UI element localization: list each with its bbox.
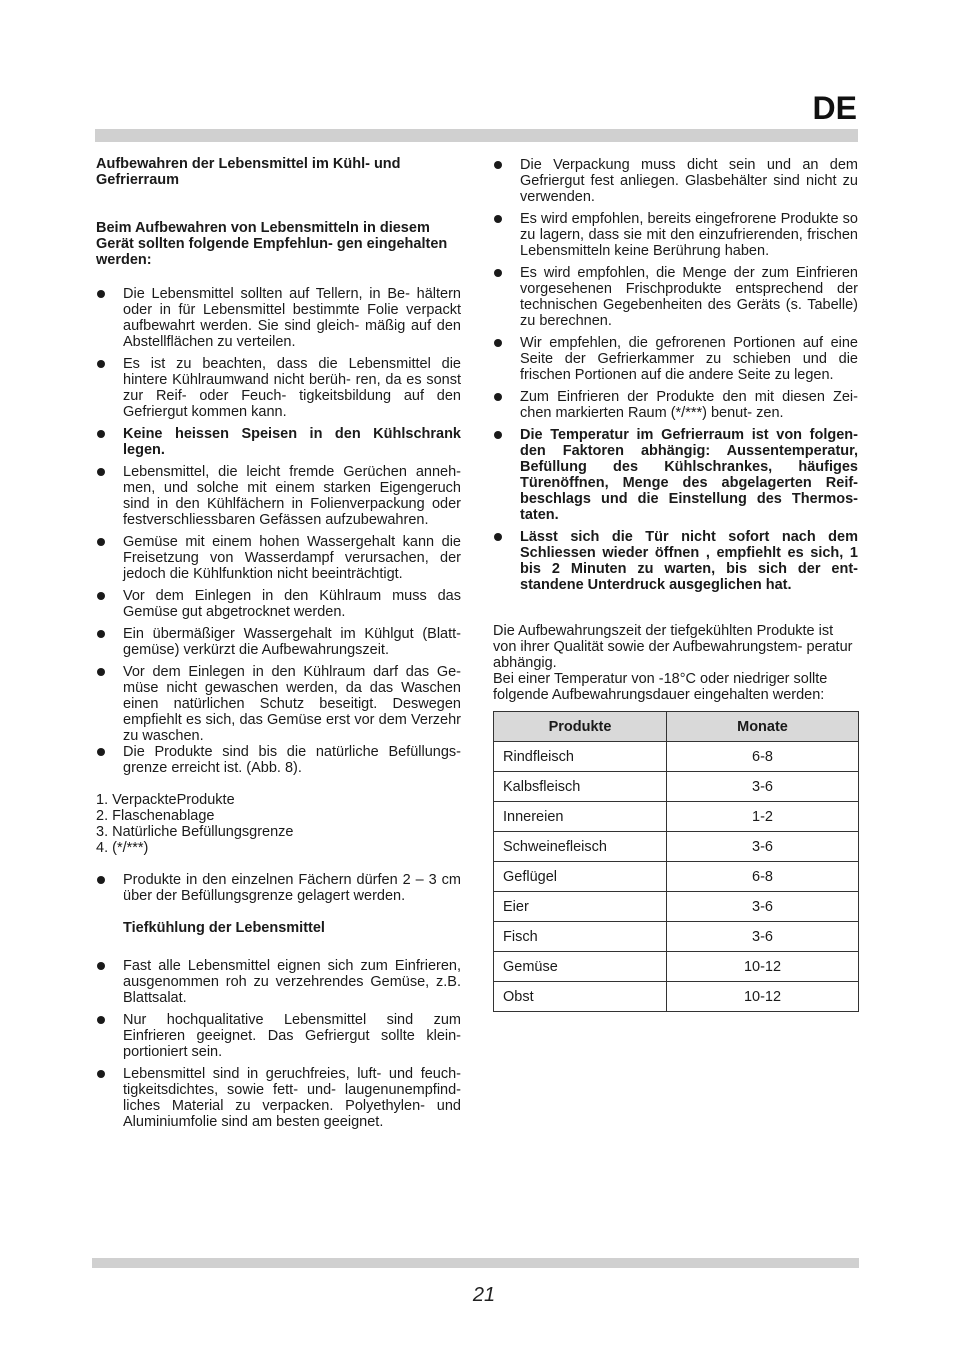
table-row xyxy=(494,832,859,862)
table-row xyxy=(494,952,859,982)
storage-tips-list xyxy=(96,286,461,776)
numbered-item: 3. Natürliche Befüllungsgrenze xyxy=(96,824,294,840)
product-cell: Schweinefleisch xyxy=(494,832,667,862)
months-cell: 3-6 xyxy=(667,832,859,862)
numbered-item: 4. (*/***) xyxy=(96,840,149,856)
product-cell: Gemüse xyxy=(494,952,667,982)
product-cell: Geflügel xyxy=(494,862,667,892)
product-cell: Fisch xyxy=(494,922,667,952)
table-row xyxy=(494,772,859,802)
freezing-tips-list xyxy=(96,958,461,1130)
list-item: Lässt sich die Tür nicht sofort nach dem Schliessen wieder öffnen , empfiehlt es sich, 1 bis 2 Minuten zu warten, bis sich der ent- standene Unterdruck ausgeglichen hat. xyxy=(493,529,858,593)
product-cell: Kalbsfleisch xyxy=(494,772,667,802)
list-item: Lebensmittel sind in geruchfreies, luft- und feuch- tigkeitsdichtes, sowie fett- und- laugenunempfind- liches Material zu verpacken. Polyethylen- und Aluminiumfolie sind am besten geeignet. xyxy=(96,1066,461,1130)
list-item: Gemüse mit einem hohen Wassergehalt kann die Freisetzung von Wasserdampf verursachen, der jedoch die Kühlfunktion nicht beeinträchtigt. xyxy=(96,534,461,582)
list-item: Fast alle Lebensmittel eignen sich zum Einfrieren, ausgenommen roh zu verzehrendes Gemüse, z.B. Blattsalat. xyxy=(96,958,461,1006)
list-item: Die Lebensmittel sollten auf Tellern, in Be- hältern oder in für Lebensmittel bestimmte Folie verpackt aufbewahrt werden. Sie sind gleich- mäßig auf den Abstellflächen zu verteilen. xyxy=(96,286,461,350)
table-row xyxy=(494,982,859,1012)
list-item: Vor dem Einlegen in den Kühlraum muss das Gemüse gut abgetrocknet werden. xyxy=(96,588,461,620)
product-cell: Obst xyxy=(494,982,667,1012)
list-item: Die Produkte sind bis die natürliche Befüllungs- grenze erreicht ist. (Abb. 8). xyxy=(96,744,461,776)
list-item: Die Verpackung muss dicht sein und an dem Gefriergut fest anliegen. Glasbehälter sind nicht zu verwenden. xyxy=(493,157,858,205)
table-header-row xyxy=(494,712,859,742)
product-cell: Innereien xyxy=(494,802,667,832)
freezing-heading: Tiefkühlung der Lebensmittel xyxy=(123,920,325,936)
numbered-item: 1. VerpackteProdukte xyxy=(96,792,235,808)
column-header-products: Produkte xyxy=(494,712,667,742)
list-item: Produkte in den einzelnen Fächern dürfen 2 – 3 cm über der Befüllungsgrenze gelagert werden. xyxy=(96,872,461,904)
list-item: Zum Einfrieren der Produkte den mit diesen Zei- chen markierten Raum (*/***) benut- zen. xyxy=(493,389,858,421)
list-item: Es wird empfohlen, bereits eingefrorene Produkte so zu lagern, dass sie mit den einzufrierenden, frischen Lebensmitteln keine Berührung haben. xyxy=(493,211,858,259)
months-cell: 3-6 xyxy=(667,892,859,922)
product-cell: Rindfleisch xyxy=(494,742,667,772)
table-row xyxy=(494,742,859,772)
list-item: Wir empfehlen, die gefrorenen Portionen auf eine Seite der Gefrierkammer zu schieben und die frischen Portionen auf die andere Seite zu legen. xyxy=(493,335,858,383)
months-cell: 6-8 xyxy=(667,862,859,892)
header-divider xyxy=(95,129,858,142)
language-tag: DE xyxy=(812,90,857,126)
months-cell: 6-8 xyxy=(667,742,859,772)
table-row xyxy=(494,802,859,832)
table-row xyxy=(494,922,859,952)
list-item: Die Temperatur im Gefrierraum ist von folgen- den Faktoren abhängig: Aussentemperatur, Befüllung des Kühlschrankes, häufiges Türenöffnen, Menge des abgelagerten Reif- beschlags und die Einstellung des Thermos- taten. xyxy=(493,427,858,523)
list-item: Keine heissen Speisen in den Kühlschrank legen. xyxy=(96,426,461,458)
months-cell: 10-12 xyxy=(667,952,859,982)
table-row xyxy=(494,862,859,892)
section-heading: Aufbewahren der Lebensmittel im Kühl- und Gefrierraum xyxy=(96,156,401,188)
list-item: Es ist zu beachten, dass die Lebensmittel die hintere Kühlraumwand nicht berüh- ren, da es sonst zur Reif- oder Feuch- tigkeitsbildung auf den Gefriergut kommen kann. xyxy=(96,356,461,420)
freezing-tips-list-continued xyxy=(493,157,858,593)
left-column xyxy=(96,156,461,1130)
list-item: Ein übermäßiger Wassergehalt im Kühlgut (Blatt- gemüse) verkürzt die Aufbewahrungszeit. xyxy=(96,626,461,658)
fill-limit-list xyxy=(96,872,461,904)
right-column xyxy=(493,157,858,1012)
months-cell: 1-2 xyxy=(667,802,859,832)
list-item: Es wird empfohlen, die Menge der zum Einfrieren vorgesehenen Frischprodukte entsprechend der technischen Gegebenheiten des Geräts (s. Tabelle) zu berechnen. xyxy=(493,265,858,329)
storage-time-paragraph: Die Aufbewahrungszeit der tiefgekühlten Produkte ist von ihrer Qualität sowie der Aufbewahrungstem- peratur abhängig. xyxy=(493,623,853,671)
table-row xyxy=(494,892,859,922)
numbered-list xyxy=(96,792,461,856)
storage-duration-table xyxy=(493,711,859,1012)
months-cell: 3-6 xyxy=(667,922,859,952)
footer-divider xyxy=(92,1258,859,1268)
temperature-paragraph: Bei einer Temperatur von -18°C oder niedriger sollte folgende Aufbewahrungsdauer eingehalten werden: xyxy=(493,671,828,703)
months-cell: 10-12 xyxy=(667,982,859,1012)
list-item: Nur hochqualitative Lebensmittel sind zum Einfrieren geeignet. Das Gefriergut sollte klein- portioniert sein. xyxy=(96,1012,461,1060)
page-number: 21 xyxy=(472,1284,496,1306)
column-header-months: Monate xyxy=(667,712,859,742)
recommendations-heading: Beim Aufbewahren von Lebensmitteln in diesem Gerät sollten folgende Empfehlun- gen eingehalten werden: xyxy=(96,220,448,268)
list-item: Vor dem Einlegen in den Kühlraum darf das Ge- müse nicht gewaschen werden, da das Waschen einen natürlichen Schutz beseitigt. Deswegen empfiehlt es sich, das Gemüse erst vor dem Verzehr zu waschen. xyxy=(96,664,461,744)
list-item: Lebensmittel, die leicht fremde Gerüchen anneh- men, und solche mit einem starken Eigengeruch sind in den Kühlfächern in Folienverpackung oder festverschliessbaren Gefässen aufzubewahren. xyxy=(96,464,461,528)
numbered-item: 2. Flaschenablage xyxy=(96,808,215,824)
months-cell: 3-6 xyxy=(667,772,859,802)
product-cell: Eier xyxy=(494,892,667,922)
